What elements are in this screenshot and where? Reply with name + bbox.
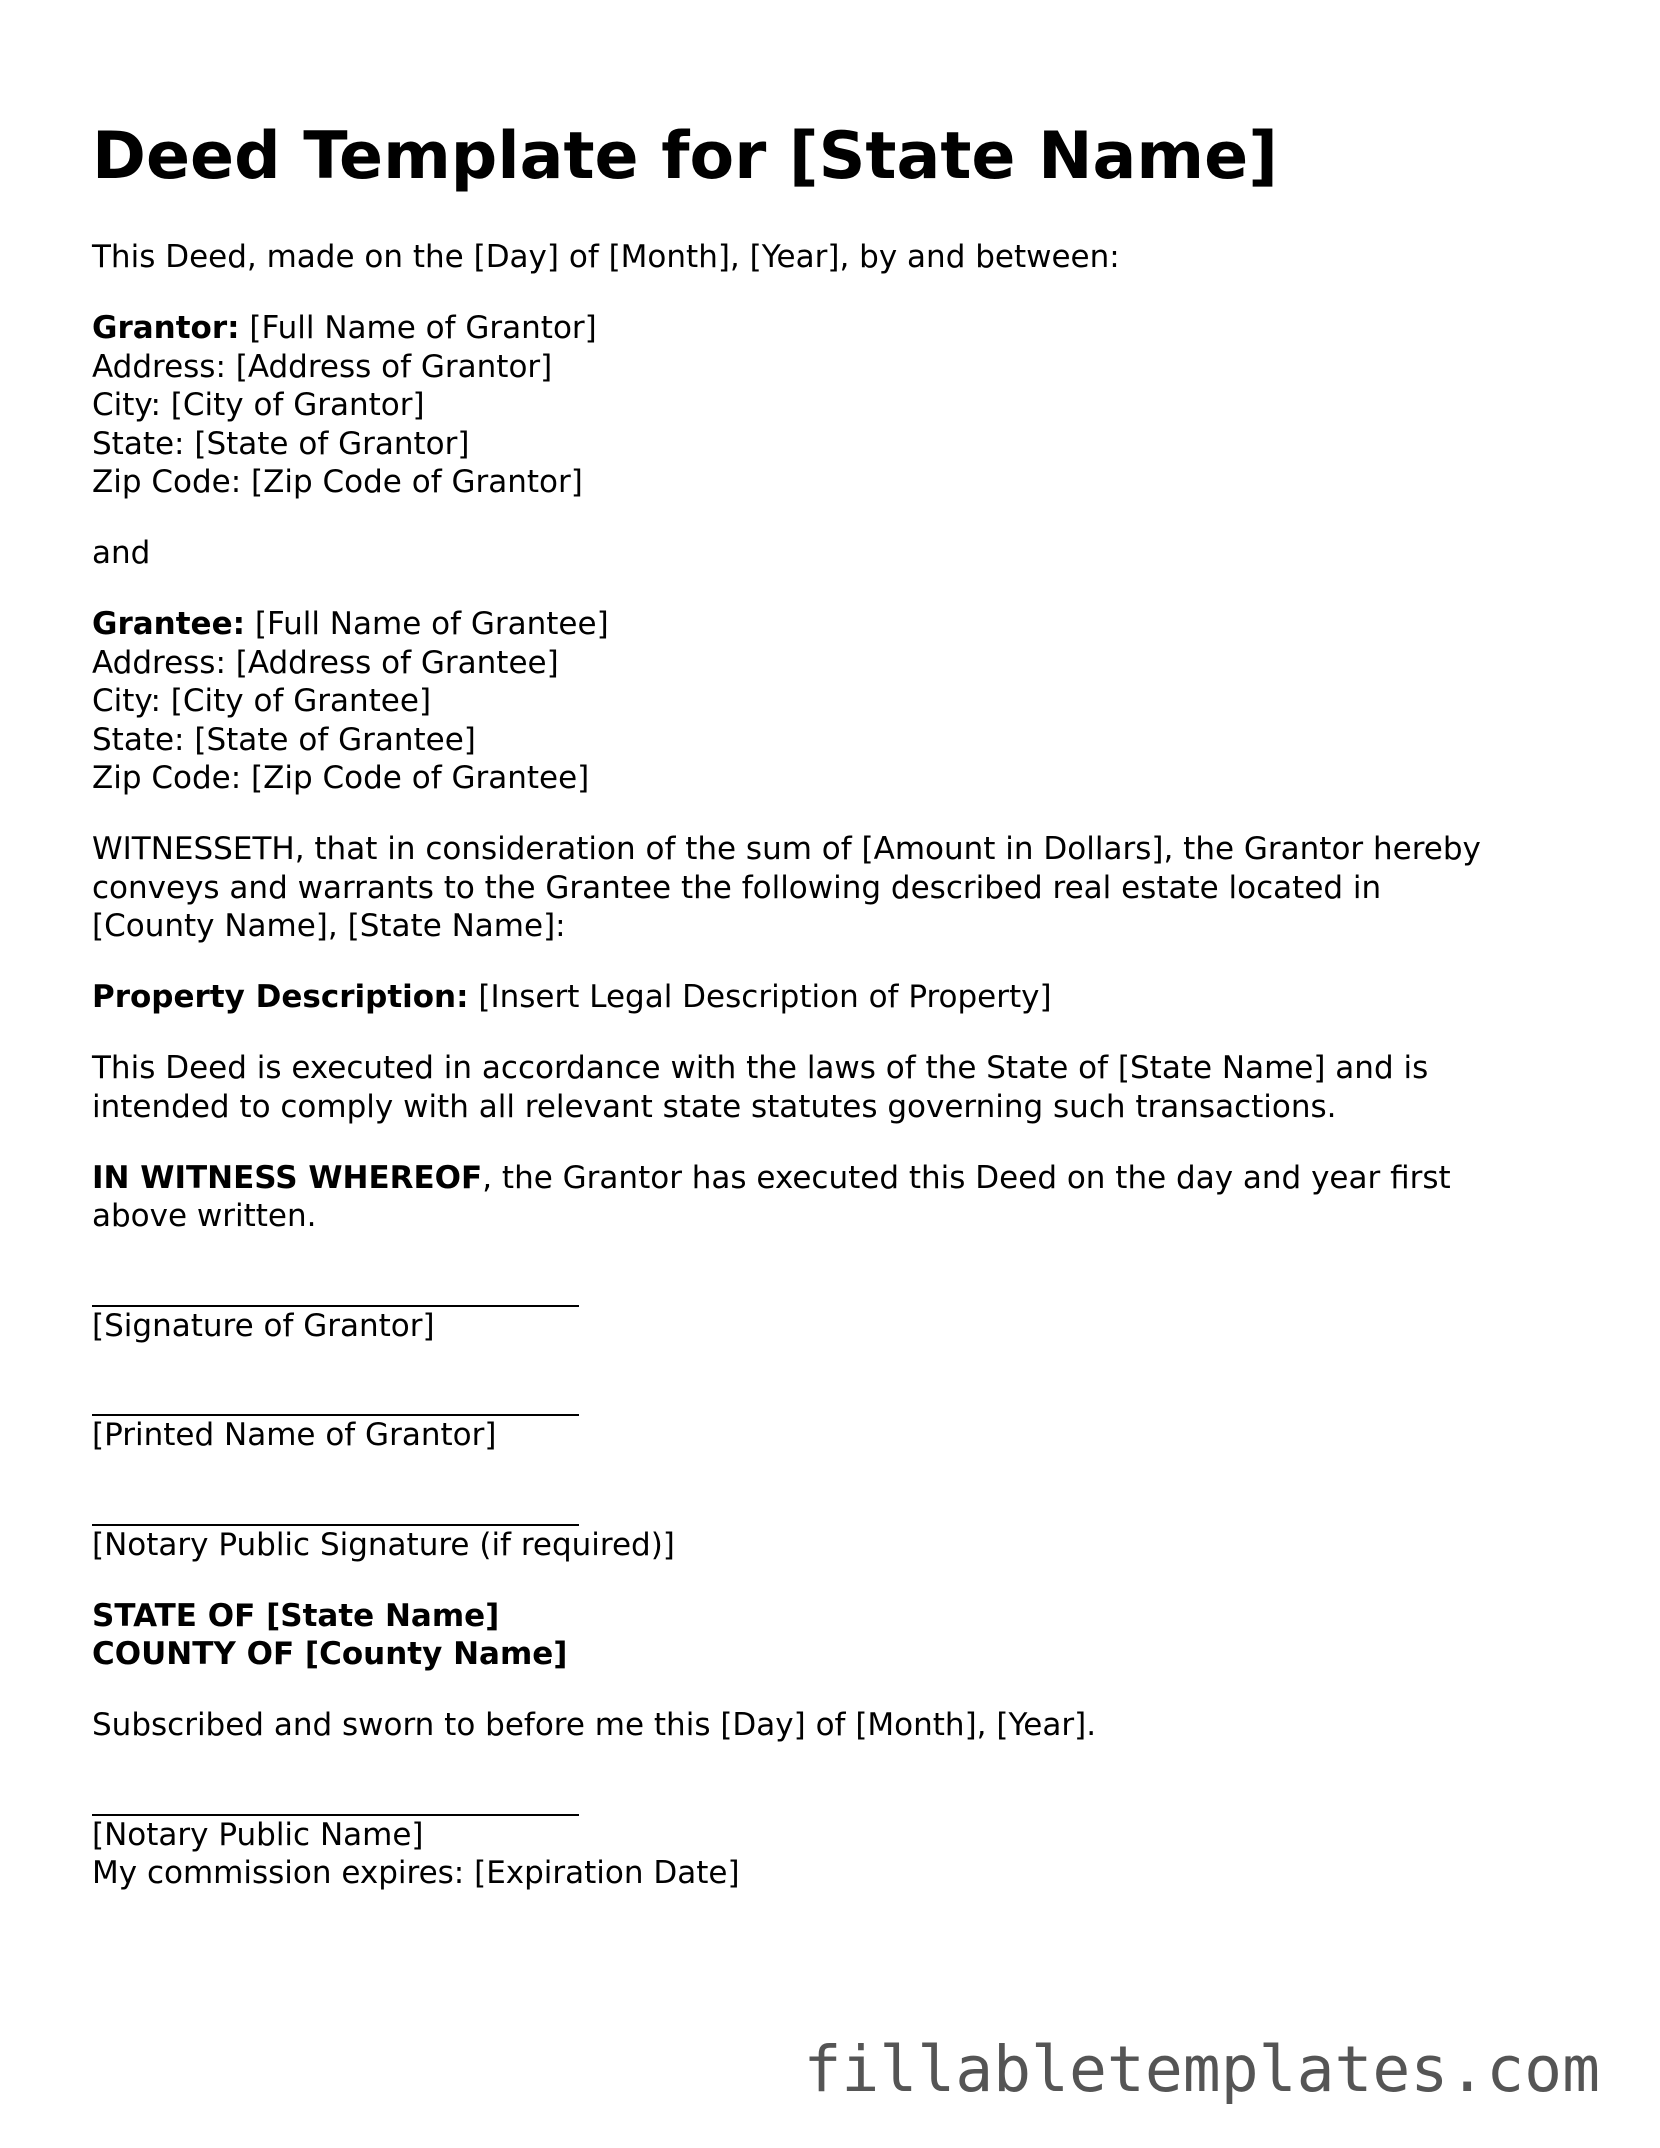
grantor-signature-line[interactable] [92, 1268, 579, 1307]
notary-signature-caption: [Notary Public Signature (if required)] [92, 1526, 675, 1563]
witnesseth-line-3: [County Name], [State Name]: [92, 908, 566, 944]
grantee-name-line [92, 605, 1582, 644]
grantor-name-line [92, 309, 1582, 348]
witnesseth-paragraph [92, 830, 1582, 946]
grantee-city: City: [City of Grantee] [92, 683, 432, 719]
witness-whereof-line-1 [92, 1159, 1582, 1198]
grantor-printed-name-line[interactable] [92, 1378, 579, 1417]
grantor-name: [Full Name of Grantor] [239, 310, 597, 346]
spacer [92, 1564, 1582, 1597]
witness-whereof-label: IN WITNESS WHEREOF [92, 1159, 483, 1196]
grantor-label: Grantor: [92, 310, 240, 346]
grantor-address: Address: [Address of Grantor] [92, 348, 553, 385]
property-value: [Insert Legal Description of Property] [468, 979, 1052, 1015]
grantee-label: Grantee: [92, 606, 245, 642]
witness-whereof-line-2: above written. [92, 1198, 317, 1234]
watermark: fillabletemplates.com [803, 2033, 1600, 2106]
grantor-printed-name-block [92, 1378, 1582, 1455]
property-label: Property Description: [92, 979, 469, 1015]
compliance-line-2: intended to comply with all relevant state statutes governing such transactions. [92, 1088, 1337, 1125]
grantor-city: City: [City of Grantor] [92, 387, 425, 423]
grantee-zip: Zip Code: [Zip Code of Grantee] [92, 760, 590, 796]
grantor-printed-name-caption: [Printed Name of Grantor] [92, 1417, 497, 1453]
witnesseth-line-2: conveys and warrants to the Grantee the following described real estate located in [92, 869, 1382, 906]
notary-state-line: STATE OF [State Name] [92, 1597, 500, 1634]
notary-county-line: COUNTY OF [County Name] [92, 1636, 568, 1672]
notary-signature-block [92, 1487, 1582, 1564]
intro-paragraph: This Deed, made on the [Day] of [Month], [Year], by and between: [92, 239, 1120, 275]
notary-name-block [92, 1777, 1582, 1893]
grantee-name: [Full Name of Grantee] [245, 606, 609, 642]
grantor-block [92, 309, 1582, 502]
grantor-state: State: [State of Grantor] [92, 425, 470, 462]
notary-venue [92, 1597, 1582, 1674]
notary-name-line[interactable] [92, 1777, 579, 1816]
grantee-block [92, 605, 1582, 798]
grantee-state: State: [State of Grantee] [92, 721, 476, 758]
and-text: and [92, 535, 151, 571]
witness-whereof-paragraph [92, 1159, 1582, 1236]
notary-commission: My commission expires: [Expiration Date] [92, 1855, 740, 1891]
spacer [92, 1345, 1582, 1378]
witness-whereof-text: , the Grantor has executed this Deed on the day and year first [482, 1159, 1451, 1196]
property-description [92, 978, 1582, 1017]
sworn-statement: Subscribed and sworn to before me this [Day] of [Month], [Year]. [92, 1707, 1097, 1743]
grantor-zip: Zip Code: [Zip Code of Grantor] [92, 464, 583, 500]
notary-signature-line[interactable] [92, 1487, 579, 1526]
grantor-signature-caption: [Signature of Grantor] [92, 1307, 435, 1344]
witnesseth-line-1: WITNESSETH, that in consideration of the sum of [Amount in Dollars], the Grantor hereby [92, 831, 1481, 867]
grantee-address: Address: [Address of Grantee] [92, 644, 559, 681]
page-title: Deed Template for [State Name] [92, 119, 1278, 194]
compliance-paragraph [92, 1049, 1582, 1126]
compliance-line-1: This Deed is executed in accordance with the laws of the State of [State Name] and is [92, 1050, 1429, 1086]
grantor-signature-block [92, 1268, 1582, 1345]
notary-name-caption: [Notary Public Name] [92, 1816, 424, 1853]
deed-body [92, 238, 1582, 1893]
spacer [92, 1455, 1582, 1488]
